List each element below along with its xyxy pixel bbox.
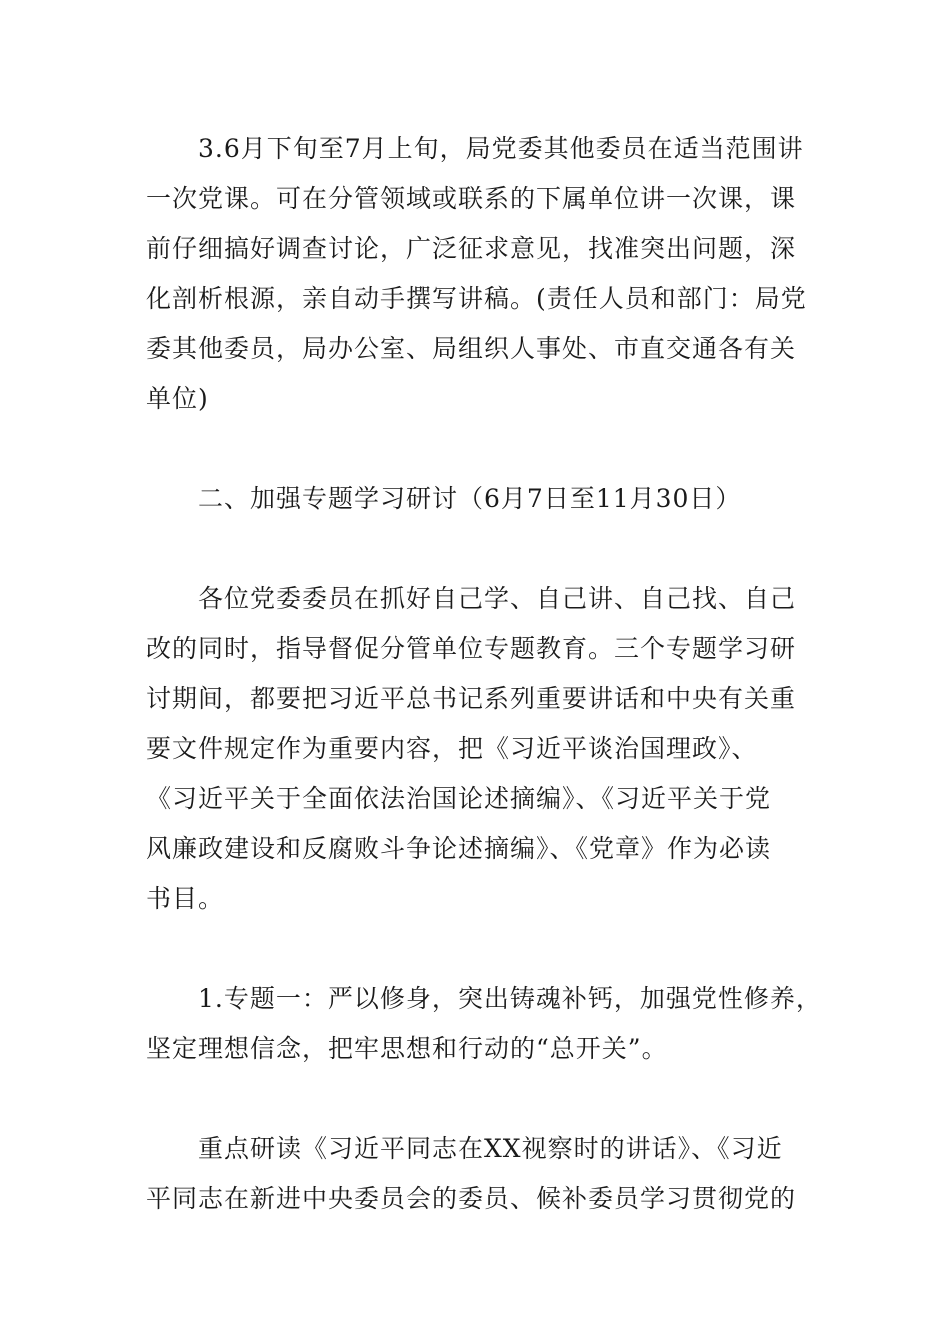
text-line: 1.专题一：严以修身，突出铸魂补钙，加强党性修养， <box>198 984 822 1013</box>
text-line: 坚定理想信念，把牢思想和行动的“总开关”。 <box>146 1034 668 1063</box>
heading-line: 二、加强专题学习研讨（6月7日至11月30日） <box>198 484 742 513</box>
text-line: 改的同时，指导督促分管单位专题教育。三个专题学习研 <box>146 634 797 663</box>
paragraph-topic-1-reading <box>146 1124 816 1224</box>
text-line: 平同志在新进中央委员会的委员、候补委员学习贯彻党的 <box>146 1184 797 1213</box>
text-line: 3.6月下旬至7月上旬，局党委其他委员在适当范围讲 <box>198 134 804 163</box>
text-line: 各位党委委员在抓好自己学、自己讲、自己找、自己 <box>198 584 797 613</box>
text-line: 讨期间，都要把习近平总书记系列重要讲话和中央有关重 <box>146 684 797 713</box>
section-heading <box>146 474 816 524</box>
text-line: 风廉政建设和反腐败斗争论述摘编》、《党章》作为必读 <box>146 834 772 863</box>
paragraph-item-3 <box>146 124 816 424</box>
text-line: 一次党课。可在分管领域或联系的下属单位讲一次课，课 <box>146 184 797 213</box>
text-line: 《习近平关于全面依法治国论述摘编》、《习近平关于党 <box>146 784 772 813</box>
text-line: 化剖析根源，亲自动手撰写讲稿。(责任人员和部门：局党 <box>146 284 807 313</box>
text-line: 要文件规定作为重要内容，把《习近平谈治国理政》、 <box>146 734 758 763</box>
paragraph-topic-1 <box>146 974 822 1074</box>
text-line: 重点研读《习近平同志在XX视察时的讲话》、《习近 <box>198 1134 783 1163</box>
text-line: 单位) <box>146 384 209 413</box>
paragraph-section-2-body <box>146 574 816 924</box>
text-line: 委其他委员，局办公室、局组织人事处、市直交通各有关 <box>146 334 797 363</box>
text-line: 书目。 <box>146 884 225 913</box>
text-line: 前仔细搞好调查讨论，广泛征求意见，找准突出问题，深 <box>146 234 797 263</box>
